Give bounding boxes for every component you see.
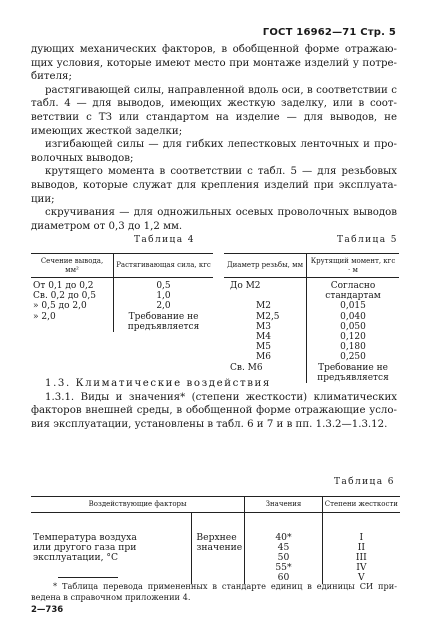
table4-col2: 0,5 1,0 2,0 Требование не предъявляется bbox=[114, 278, 214, 333]
footnote bbox=[31, 581, 397, 602]
paragraph: дующих механических факторов, в обобщенной форме отражающих условия, которые имеют место при монтаже изделий у потребителя; bbox=[31, 44, 397, 83]
paragraph: растягивающей силы, направленной вдоль оси, в соответствии с табл. 4 — для выводов, имеющих жесткую заделку, или в соответствии с ТЗ или стандартом на изделие — для выводов, не имеющих жесткой заделки; bbox=[31, 84, 397, 137]
table5-col2-header: Крутящий момент, кгс · м bbox=[307, 254, 400, 278]
table5-caption: Таблица 5 bbox=[337, 235, 398, 245]
section-1-3 bbox=[31, 377, 397, 431]
table6-factor: Температура воздуха или другого газа при эксплуатации, °С bbox=[33, 531, 137, 563]
table5-col1-header: Диаметр резьбы, мм bbox=[224, 254, 307, 278]
paragraph: скручивания — для одножильных осевых проволочных выводов диаметром от 0,3 до 1,2 мм. bbox=[31, 207, 397, 232]
table6-header-factors: Воздействующие факторы bbox=[31, 497, 245, 513]
page-header: ГОСТ 16962—71 Стр. 5 bbox=[262, 27, 396, 38]
table6-header-degrees: Степени жесткости bbox=[322, 497, 400, 513]
paragraph: крутящего момента в соответствии с табл. 5 — для резьбовых выводов, которые служат для крепления изделий при эксплуатации; bbox=[31, 166, 397, 205]
section-heading: 1.3. Климатические воздействия bbox=[45, 378, 271, 389]
body-text bbox=[31, 43, 397, 233]
footnote-text: * Таблица перевода примененных в стандарте единиц в единицы СИ приведена в справочном приложении 4. bbox=[31, 581, 397, 602]
section-paragraph: 1.3.1. Виды и значения* (степени жесткости) климатических факторов внешней среды, в обобщенной форме отражающие условия эксплуатации, установлены в табл. 6 и 7 и в пп. 1.3.2—1.3.12. bbox=[31, 391, 397, 430]
table6-header-values: Значения bbox=[245, 497, 323, 513]
table4-col2-header: Растягивающая сила, кгс bbox=[114, 254, 214, 278]
table6-degrees: I II III IV V bbox=[322, 512, 400, 584]
table6-subfactor: Верхнее значение bbox=[192, 512, 245, 584]
table4-caption: Таблица 4 bbox=[134, 235, 195, 245]
table4-col1: От 0,1 до 0,2 Св. 0,2 до 0,5 » 0,5 до 2,0 » 2,0 bbox=[33, 281, 96, 322]
table5-col2: Согласно стандартам 0,015 0,040 0,050 0,120 0,180 0,250 Требование не предъявляется bbox=[307, 278, 400, 384]
table6-caption: Таблица 6 bbox=[334, 477, 395, 487]
table5-col1: До М2 М2 М2,5 М3 М4 М5 М6 Св. М6 bbox=[230, 281, 280, 373]
table4-col1-header: Сечение вывода, мм² bbox=[31, 254, 114, 278]
page-number: 2—736 bbox=[31, 605, 64, 615]
table6 bbox=[31, 496, 400, 584]
table6-values: 40* 45 50 55* 60 bbox=[245, 512, 323, 584]
table5 bbox=[224, 253, 399, 383]
paragraph: изгибающей силы — для гибких лепестковых ленточных и проволочных выводов; bbox=[31, 139, 397, 164]
table4 bbox=[31, 253, 213, 332]
footnote-rule bbox=[58, 577, 118, 578]
